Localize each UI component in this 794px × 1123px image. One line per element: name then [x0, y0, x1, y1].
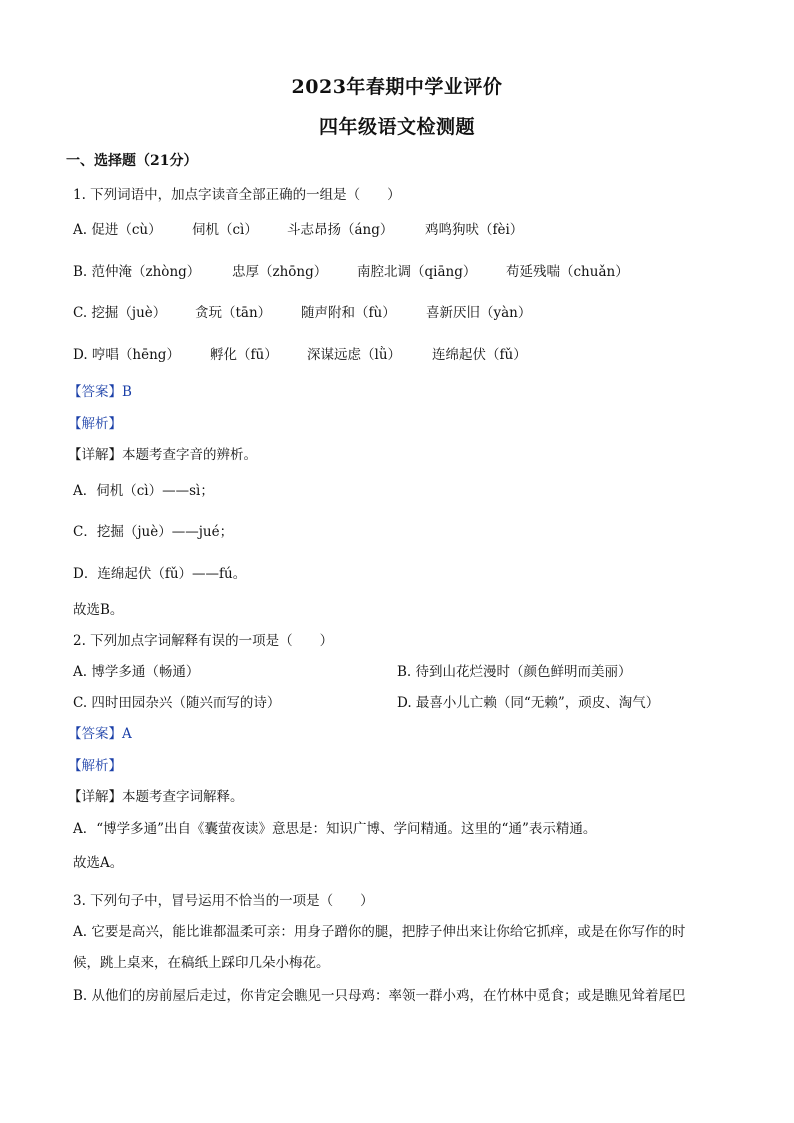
- q1-d-1: D. 哼唱（hēng）: [73, 347, 180, 363]
- q2-option-a: A. 博学多通（畅通）: [73, 664, 200, 680]
- section-heading: 一、选择题（21分）: [66, 153, 198, 169]
- q1-choose: 故选B。: [73, 602, 124, 618]
- q1-c-1: C. 挖掘（juè）: [73, 305, 167, 321]
- q2-analysis: 【解析】: [68, 758, 122, 774]
- q1-a-1: A. 促进（cù）: [73, 222, 162, 238]
- q1-row-c: [73, 301, 754, 321]
- page-subtitle: 四年级语文检测题: [318, 116, 475, 138]
- q1-b-4: 苟延残喘（chuǎn）: [506, 264, 629, 280]
- q1-b-2: 忠厚（zhōng）: [232, 264, 328, 280]
- q1-analysis: 【解析】: [68, 416, 122, 432]
- q2-option-d: D. 最喜小儿亡赖（同“无赖”，顽皮、淘气）: [397, 695, 660, 711]
- q3-option-a-line1: A. 它要是高兴，能比谁都温柔可亲：用身子蹭你的腿，把脖子伸出来让你给它抓痒，或是在你写作的时: [73, 924, 686, 940]
- q3-stem: 3. 下列句子中，冒号运用不恰当的一项是（ ）: [73, 893, 374, 909]
- q3-option-a-line2: 候，跳上桌来，在稿纸上踩印几朵小梅花。: [73, 955, 330, 971]
- page-title: 2023年春期中学业评价: [291, 76, 503, 98]
- q1-detail: 【详解】本题考查字音的辨析。: [68, 447, 257, 463]
- q1-d-2: 孵化（fū）: [210, 347, 278, 363]
- q1-b-1: B. 范仲淹（zhòng）: [73, 264, 201, 280]
- q2-choose: 故选A。: [73, 855, 124, 871]
- q2-answer: 【答案】A: [68, 726, 132, 742]
- q2-detail: 【详解】本题考查字词解释。: [68, 789, 244, 805]
- q1-b-3: 南腔北调（qiāng）: [357, 264, 477, 280]
- q2-note-a: A．“博学多通”出自《囊萤夜读》意思是：知识广博、学问精通。这里的“通”表示精通。: [73, 821, 597, 837]
- q1-a-4: 鸡鸣狗吠（fèi）: [425, 222, 524, 238]
- q1-row-b: [73, 260, 754, 280]
- q1-a-3: 斗志昂扬（áng）: [287, 222, 394, 238]
- q3-option-b-line1: B. 从他们的房前屋后走过，你肯定会瞧见一只母鸡：率领一群小鸡，在竹林中觅食；或是瞧见耸着尾巴: [73, 988, 686, 1004]
- q1-note-c: C．挖掘（juè）——jué；: [73, 524, 234, 540]
- q1-a-2: 伺机（cì）: [192, 222, 258, 238]
- q1-stem: 1. 下列词语中，加点字读音全部正确的一组是（ ）: [73, 187, 401, 203]
- q1-d-3: 深谋远虑（lǜ）: [307, 347, 402, 363]
- q2-option-c: C. 四时田园杂兴（随兴而写的诗）: [73, 695, 281, 711]
- q2-stem: 2. 下列加点字词解释有误的一项是（ ）: [73, 633, 334, 649]
- q1-d-4: 连绵起伏（fǔ）: [432, 347, 527, 363]
- q1-row-d: [73, 343, 754, 363]
- q2-option-b: B. 待到山花烂漫时（颜色鲜明而美丽）: [397, 664, 632, 680]
- q1-note-a: A．伺机（cì）——sì；: [73, 483, 214, 499]
- q1-c-3: 随声附和（fù）: [301, 305, 396, 321]
- q1-note-d: D．连绵起伏（fǔ）——fú。: [73, 566, 247, 582]
- q1-c-4: 喜新厌旧（yàn）: [426, 305, 532, 321]
- q1-answer: 【答案】B: [68, 384, 132, 400]
- q1-c-2: 贪玩（tān）: [195, 305, 272, 321]
- q1-row-a: [73, 218, 754, 238]
